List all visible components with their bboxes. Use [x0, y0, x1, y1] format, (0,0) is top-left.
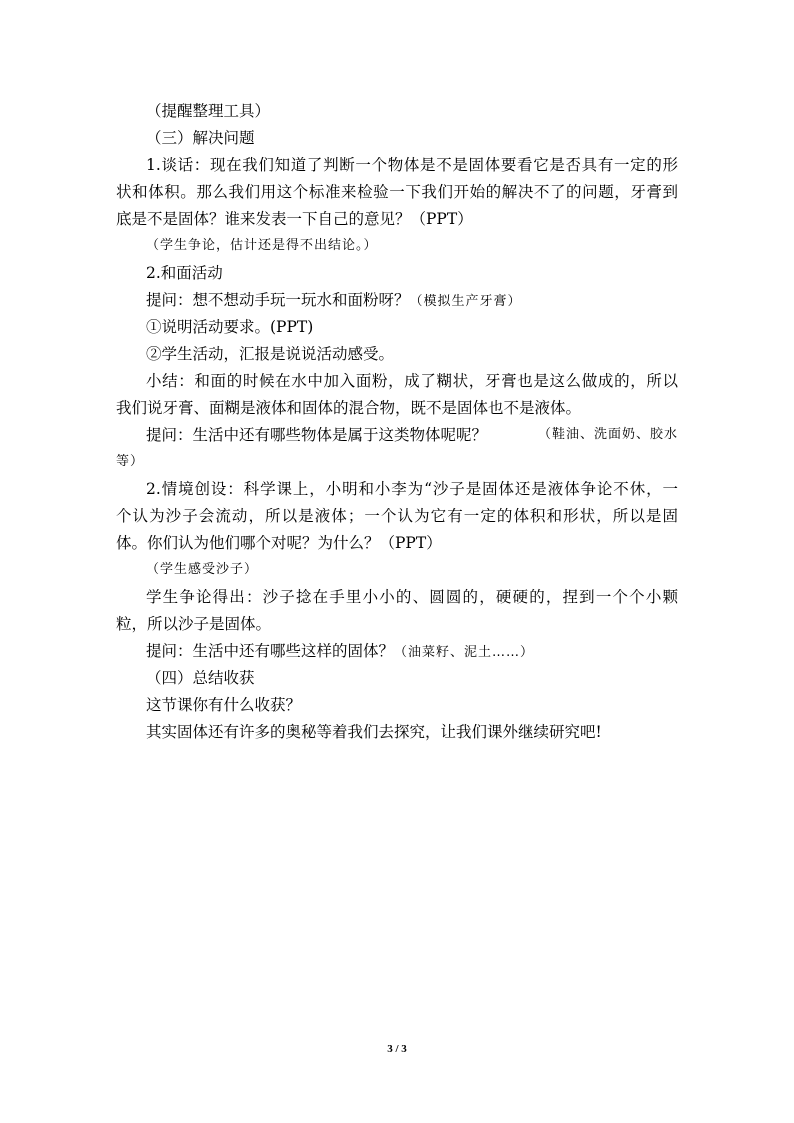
question-text: 提问：想不想动手玩一玩水和面粉呀？ — [146, 291, 410, 309]
student-note: （学生感受沙子） — [146, 562, 259, 577]
paragraph-line: 2.和面活动 — [146, 264, 223, 282]
paragraph-line: （提醒整理工具） — [146, 102, 271, 120]
inline-note: （鞋油、洗面奶、胶水 — [537, 427, 678, 442]
student-note: （学生争论，估计还是得不出结论。） — [146, 238, 378, 253]
paragraph-line: 其实固体还有许多的奥秘等着我们去探究，让我们课外继续研究吧! — [146, 723, 602, 741]
paragraph-line: 底是不是固体？谁来发表一下自己的意见？（PPT） — [116, 210, 473, 228]
paragraph-line: ①说明活动要求。(PPT) — [146, 318, 314, 336]
paragraph-line: 状和体积。那么我们用这个标准来检验一下我们开始的解决不了的问题，牙膏到 — [116, 183, 678, 201]
question-text: 提问：生活中还有哪些物体是属于这类物体呢呢？ — [146, 426, 488, 444]
paragraph-line: ②学生活动，汇报是说说活动感受。 — [146, 345, 395, 363]
inline-note: （模拟生产牙膏） — [409, 294, 522, 309]
paragraph-line: 学生争论得出：沙子捻在手里小小的、圆圆的，硬硬的，捏到一个个小颗 — [146, 588, 678, 606]
paragraph-line: 小结：和面的时候在水中加入面粉，成了糊状，牙膏也是这么做成的，所以 — [146, 372, 678, 390]
paragraph-line: 体。你们认为他们哪个对呢？为什么？（PPT） — [116, 534, 442, 552]
paragraph-line: 2.情境创设：科学课上，小明和小李为“沙子是固体还是液体争论不休，一 — [146, 480, 678, 498]
paragraph-line: 等） — [116, 454, 145, 469]
inline-note: （油菜籽、泥土……） — [394, 645, 535, 660]
paragraph-line — [146, 290, 522, 312]
page-number: 3 / 3 — [387, 1043, 407, 1055]
paragraph-line: 我们说牙膏、面糊是液体和固体的混合物，既不是固体也不是液体。 — [116, 399, 582, 417]
paragraph-line — [146, 641, 534, 663]
section-heading: （三）解决问题 — [146, 129, 255, 147]
question-text: 提问：生活中还有哪些这样的固体？ — [146, 642, 395, 660]
paragraph-line: 个认为沙子会流动，所以是液体；一个认为它有一定的体积和形状，所以是固 — [116, 507, 678, 525]
paragraph-line — [146, 425, 678, 445]
paragraph-line: 这节课你有什么收获？ — [146, 696, 302, 714]
paragraph-line: 1.谈话：现在我们知道了判断一个物体是不是固体要看它是否具有一定的形 — [146, 156, 678, 174]
section-heading: （四）总结收获 — [146, 669, 255, 687]
paragraph-line: 粒，所以沙子是固体。 — [116, 615, 272, 633]
